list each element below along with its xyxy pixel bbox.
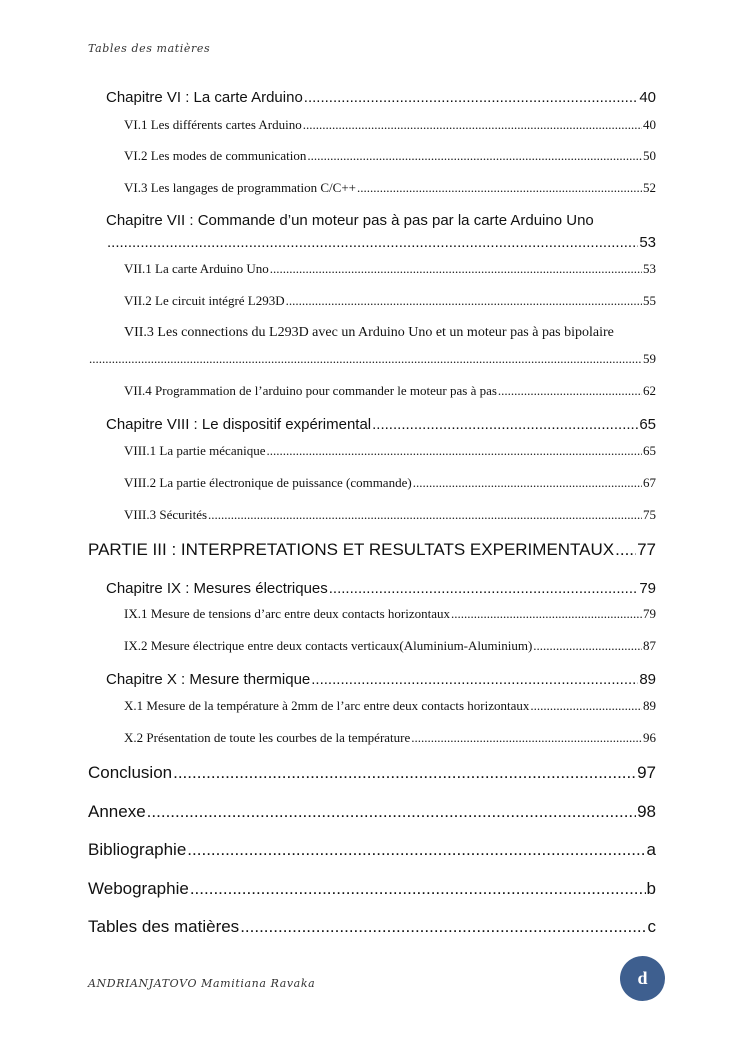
toc-entry-section-8-1[interactable] — [124, 443, 656, 459]
dot-leader — [304, 89, 639, 106]
toc-entry-section-8-3[interactable] — [124, 507, 656, 523]
entry-label: PARTIE III : INTERPRETATIONS ET RESULTATS EXPERIMENTAUX — [88, 540, 615, 559]
toc-entry-chapter-7-leader[interactable] — [106, 234, 656, 251]
dot-leader — [411, 730, 642, 746]
dot-leader — [615, 540, 636, 560]
toc-entry-section-10-2[interactable] — [124, 730, 656, 746]
entry-label: X.1 Mesure de la température à 2mm de l’arc entre deux contacts horizontaux — [124, 698, 530, 713]
dot-leader — [413, 475, 642, 491]
entry-page: 89 — [639, 671, 656, 688]
toc-entry-chapter-10[interactable] — [106, 671, 656, 688]
entry-label: Chapitre X : Mesure thermique — [106, 671, 311, 688]
dot-leader — [451, 606, 642, 622]
entry-label: VII.2 Le circuit intégré L293D — [124, 293, 285, 308]
dot-leader — [533, 638, 642, 654]
running-header: Tables des matières — [88, 42, 211, 55]
entry-page: 53 — [643, 261, 656, 276]
entry-page: 40 — [639, 89, 656, 106]
entry-page: 53 — [639, 234, 656, 251]
entry-page: 40 — [643, 117, 656, 132]
toc-entry-conclusion[interactable] — [88, 763, 656, 783]
toc-entry-section-7-3-leader[interactable] — [88, 351, 656, 367]
dot-leader — [372, 416, 638, 433]
entry-label: VI.3 Les langages de programmation C/C++ — [124, 180, 357, 195]
toc-entry-section-10-1[interactable] — [124, 698, 656, 714]
entry-label: VI.2 Les modes de communication — [124, 148, 307, 163]
toc-entry-chapter-6[interactable] — [106, 89, 656, 106]
entry-page: 65 — [639, 416, 656, 433]
entry-page: 59 — [643, 351, 656, 366]
entry-label: VII.1 La carte Arduino Uno — [124, 261, 269, 276]
dot-leader — [498, 383, 642, 399]
entry-page: a — [646, 840, 656, 859]
entry-page: c — [647, 917, 656, 936]
toc-entry-section-8-2[interactable] — [124, 475, 656, 491]
entry-label: Chapitre VIII : Le dispositif expérimental — [106, 416, 372, 433]
entry-page: 89 — [643, 698, 656, 713]
toc-entry-section-7-2[interactable] — [124, 293, 656, 309]
dot-leader — [286, 293, 642, 309]
dot-leader — [270, 261, 642, 277]
entry-page: 96 — [643, 730, 656, 745]
entry-label: IX.1 Mesure de tensions d’arc entre deux contacts horizontaux — [124, 606, 450, 621]
toc-entry-chapter-7-label[interactable]: Chapitre VII : Commande d’un moteur pas à pas par la carte Arduino Uno — [106, 212, 594, 229]
entry-page: 77 — [637, 540, 656, 559]
entry-label: X.2 Présentation de toute les courbes de la température — [124, 730, 411, 745]
entry-page: 87 — [643, 638, 656, 653]
toc-entry-chapter-8[interactable] — [106, 416, 656, 433]
toc-entry-section-9-1[interactable] — [124, 606, 656, 622]
dot-leader — [187, 840, 645, 860]
entry-label: Webographie — [88, 879, 189, 898]
toc-entry-section-7-4[interactable] — [124, 383, 656, 399]
toc-entry-section-9-2[interactable] — [124, 638, 656, 654]
entry-label: VIII.1 La partie mécanique — [124, 443, 266, 458]
entry-label: VIII.2 La partie électronique de puissance (commande) — [124, 475, 412, 490]
entry-label: Annexe — [88, 802, 146, 821]
entry-page: 65 — [643, 443, 656, 458]
entry-label: Bibliographie — [88, 840, 187, 859]
dot-leader — [311, 671, 638, 688]
entry-label: VIII.3 Sécurités — [124, 507, 208, 522]
entry-page: 52 — [643, 180, 656, 195]
dot-leader — [307, 148, 642, 164]
dot-leader — [190, 879, 646, 899]
toc-entry-annexe[interactable] — [88, 802, 656, 822]
toc-entry-section-6-3[interactable] — [124, 180, 656, 196]
entry-page: 62 — [643, 383, 656, 398]
entry-page: 67 — [643, 475, 656, 490]
entry-label: VII.4 Programmation de l’arduino pour commander le moteur pas à pas — [124, 383, 497, 398]
toc-entry-section-6-2[interactable] — [124, 148, 656, 164]
entry-page: 79 — [643, 606, 656, 621]
dot-leader — [303, 117, 642, 133]
entry-page: 55 — [643, 293, 656, 308]
dot-leader — [208, 507, 642, 523]
entry-page: 50 — [643, 148, 656, 163]
dot-leader — [329, 580, 639, 597]
toc-entry-bibliographie[interactable] — [88, 840, 656, 860]
entry-label: Tables des matières — [88, 917, 240, 936]
dot-leader — [266, 443, 642, 459]
entry-label: IX.2 Mesure électrique entre deux contacts verticaux(Aluminium-Aluminium) — [124, 638, 533, 653]
toc-entry-section-6-1[interactable] — [124, 117, 656, 133]
toc-entry-chapter-9[interactable] — [106, 580, 656, 597]
entry-label: Conclusion — [88, 763, 173, 782]
dot-leader — [89, 351, 642, 367]
toc-entry-tables-des-matieres[interactable] — [88, 917, 656, 937]
entry-page: 75 — [643, 507, 656, 522]
dot-leader — [240, 917, 646, 937]
page-number-badge: d — [620, 956, 665, 1001]
entry-page: 79 — [639, 580, 656, 597]
dot-leader — [107, 234, 638, 251]
entry-page: 98 — [637, 802, 656, 821]
dot-leader — [530, 698, 642, 714]
toc-entry-section-7-3-label[interactable]: VII.3 Les connections du L293D avec un Arduino Uno et un moteur pas à pas bipolaire — [124, 325, 614, 340]
entry-label: Chapitre IX : Mesures électriques — [106, 580, 328, 597]
entry-page: 97 — [637, 763, 656, 782]
dot-leader — [147, 802, 636, 822]
dot-leader — [173, 763, 636, 783]
dot-leader — [357, 180, 642, 196]
toc-entry-part-3[interactable] — [88, 540, 656, 560]
toc-entry-section-7-1[interactable] — [124, 261, 656, 277]
entry-label: Chapitre VI : La carte Arduino — [106, 89, 303, 106]
entry-label: VI.1 Les différents cartes Arduino — [124, 117, 302, 132]
toc-entry-webographie[interactable] — [88, 879, 656, 899]
entry-page: b — [646, 879, 656, 898]
footer-author: ANDRIANJATOVO Mamitiana Ravaka — [88, 977, 316, 990]
